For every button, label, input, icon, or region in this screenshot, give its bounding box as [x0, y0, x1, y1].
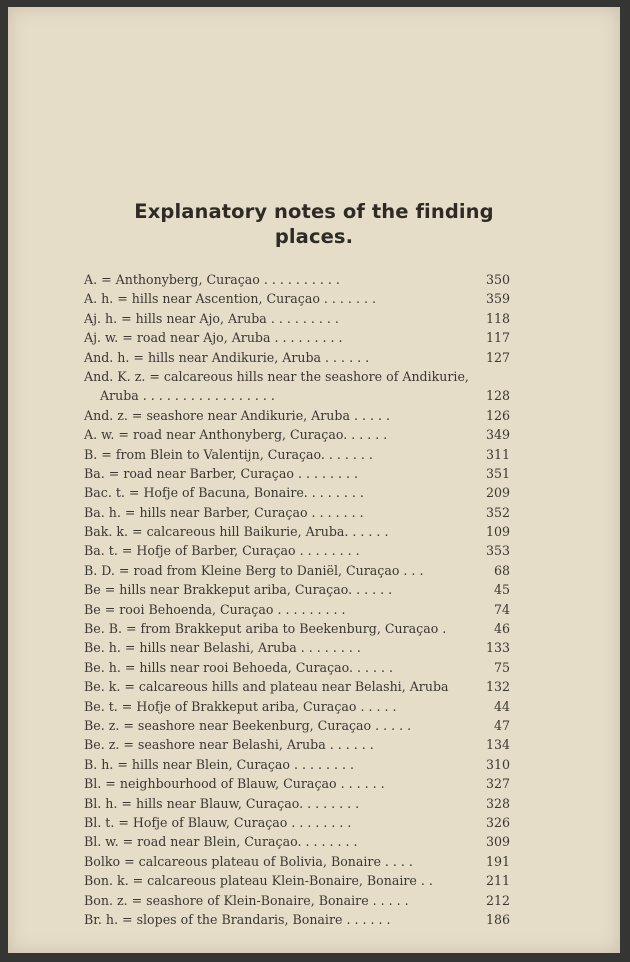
- entry-text: B. = from Blein to Valentijn, Curaçao. . . . . . .: [84, 446, 373, 462]
- entry-text: Bl. w. = road near Blein, Curaçao. . . . . . . .: [84, 834, 358, 850]
- entry-text: Bon. k. = calcareous plateau Klein-Bonaire, Bonaire . .: [84, 873, 433, 889]
- entry-page: 44: [493, 698, 510, 714]
- entry-text: Ba. = road near Barber, Curaçao . . . . . . . .: [84, 465, 359, 481]
- entry-page: 134: [485, 737, 510, 753]
- list-item: [84, 386, 510, 405]
- list-item: [84, 852, 510, 871]
- entry-page: 191: [485, 853, 510, 869]
- entry-text: Be = hills near Brakkeput ariba, Curaçao. . . . . .: [84, 582, 393, 598]
- list-item: [84, 716, 510, 735]
- list-item: [84, 406, 510, 425]
- list-item: [84, 309, 510, 328]
- list-item: [84, 445, 510, 464]
- entries-list: [84, 270, 510, 929]
- entry-text: Aj. w. = road near Ajo, Aruba . . . . . . . . .: [84, 330, 343, 346]
- entry-page: 352: [485, 504, 510, 520]
- list-item: [84, 289, 510, 308]
- list-item: [84, 425, 510, 444]
- entry-page: 349: [485, 427, 510, 443]
- entry-text: Aj. h. = hills near Ajo, Aruba . . . . . . . . .: [84, 310, 339, 326]
- list-item: [84, 483, 510, 502]
- list-item: [84, 891, 510, 910]
- entry-text: A. w. = road near Anthonyberg, Curaçao. . . . . .: [84, 427, 388, 443]
- entry-text: Be. z. = seashore near Beekenburg, Curaçao . . . . .: [84, 717, 412, 733]
- list-item: [84, 503, 510, 522]
- list-item: [84, 522, 510, 541]
- book-page: [8, 7, 620, 953]
- entry-page: 311: [485, 446, 510, 462]
- entry-page: 75: [493, 659, 510, 675]
- entry-text: A. = Anthonyberg, Curaçao . . . . . . . . . .: [84, 272, 340, 287]
- list-item: [84, 328, 510, 347]
- title-line: places.: [274, 225, 354, 248]
- list-item: [84, 832, 510, 851]
- list-item: [84, 871, 510, 890]
- entry-text: Bl. h. = hills near Blauw, Curaçao. . . . . . . .: [84, 795, 360, 811]
- list-item: [84, 735, 510, 754]
- list-item: [84, 541, 510, 560]
- entry-page: 128: [485, 388, 510, 404]
- entry-text: Be. B. = from Brakkeput ariba to Beekenburg, Curaçao .: [84, 621, 447, 637]
- entry-text: Be. t. = Hofje of Brakkeput ariba, Curaçao . . . . .: [84, 698, 397, 714]
- entry-text: And. z. = seashore near Andikurie, Aruba . . . . .: [84, 407, 390, 423]
- entry-text: Ba. t. = Hofje of Barber, Curaçao . . . . . . . .: [84, 543, 360, 559]
- list-item: [84, 813, 510, 832]
- entry-text: Bac. t. = Hofje of Bacuna, Bonaire. . . . . . . .: [84, 485, 364, 501]
- entry-page: 132: [485, 679, 510, 695]
- entry-page: 211: [485, 873, 510, 889]
- entry-page: 353: [485, 543, 510, 559]
- entry-page: 350: [485, 272, 510, 287]
- entry-text: Bolko = calcareous plateau of Bolivia, Bonaire . . . .: [84, 853, 413, 869]
- entry-text: Be. z. = seashore near Belashi, Aruba . . . . . .: [84, 737, 374, 753]
- page-title: [8, 199, 620, 249]
- entry-text: Bl. t. = Hofje of Blauw, Curaçao . . . . . . . .: [84, 814, 352, 830]
- entry-text: Ba. h. = hills near Barber, Curaçao . . . . . . .: [84, 504, 364, 520]
- entry-page: 68: [493, 562, 510, 578]
- entry-page: 47: [493, 717, 510, 733]
- title-line: Explanatory notes of the finding: [134, 200, 494, 223]
- entry-page: 118: [485, 310, 510, 326]
- list-item: [84, 270, 510, 289]
- entry-page: 126: [485, 407, 510, 423]
- entry-text: A. h. = hills near Ascention, Curaçao . . . . . . .: [84, 291, 376, 307]
- list-item: [84, 638, 510, 657]
- entry-text: Br. h. = slopes of the Brandaris, Bonaire . . . . . .: [84, 911, 391, 927]
- list-item: [84, 677, 510, 696]
- list-item: [84, 619, 510, 638]
- entry-page: 117: [485, 330, 510, 346]
- list-item: [84, 464, 510, 483]
- list-item: [84, 755, 510, 774]
- entry-page: 46: [493, 621, 510, 637]
- entry-page: 109: [485, 524, 510, 540]
- entry-page: 133: [485, 640, 510, 656]
- list-item: [84, 367, 510, 386]
- list-item: [84, 697, 510, 716]
- list-item: [84, 580, 510, 599]
- entry-page: 74: [493, 601, 510, 617]
- entry-page: 359: [485, 291, 510, 307]
- entry-page: 45: [493, 582, 510, 598]
- entry-page: 327: [485, 776, 510, 792]
- list-item: [84, 658, 510, 677]
- entry-text: B. D. = road from Kleine Berg to Daniël, Curaçao . . .: [84, 562, 424, 578]
- entry-page: 212: [485, 892, 510, 908]
- entry-text: Be = rooi Behoenda, Curaçao . . . . . . . . .: [84, 601, 346, 617]
- entry-page: 209: [485, 485, 510, 501]
- entry-page: 351: [485, 465, 510, 481]
- entry-text: Bl. = neighbourhood of Blauw, Curaçao . . . . . .: [84, 776, 385, 792]
- entry-page: 186: [485, 911, 510, 927]
- entry-page: 127: [485, 349, 510, 365]
- list-item: [84, 910, 510, 929]
- list-item: [84, 774, 510, 793]
- entry-text: Be. h. = hills near rooi Behoeda, Curaçao. . . . . .: [84, 659, 394, 675]
- entry-page: 326: [485, 814, 510, 830]
- entry-text: And. h. = hills near Andikurie, Aruba . . . . . .: [84, 349, 370, 365]
- entry-page: 309: [485, 834, 510, 850]
- entry-text: Bak. k. = calcareous hill Baikurie, Aruba. . . . . .: [84, 524, 389, 540]
- entry-text: Be. h. = hills near Belashi, Aruba . . . . . . . .: [84, 640, 361, 656]
- list-item: [84, 348, 510, 367]
- list-item: [84, 794, 510, 813]
- entry-text: Be. k. = calcareous hills and plateau near Belashi, Aruba: [84, 679, 449, 695]
- list-item: [84, 561, 510, 580]
- entry-page: 310: [485, 756, 510, 772]
- entry-page: 328: [485, 795, 510, 811]
- entry-text: Bon. z. = seashore of Klein-Bonaire, Bonaire . . . . .: [84, 892, 409, 908]
- entry-text: B. h. = hills near Blein, Curaçao . . . . . . . .: [84, 756, 355, 772]
- list-item: [84, 600, 510, 619]
- entry-text: And. K. z. = calcareous hills near the seashore of Andikurie,: [84, 368, 469, 384]
- entry-text: Aruba . . . . . . . . . . . . . . . . .: [100, 388, 275, 404]
